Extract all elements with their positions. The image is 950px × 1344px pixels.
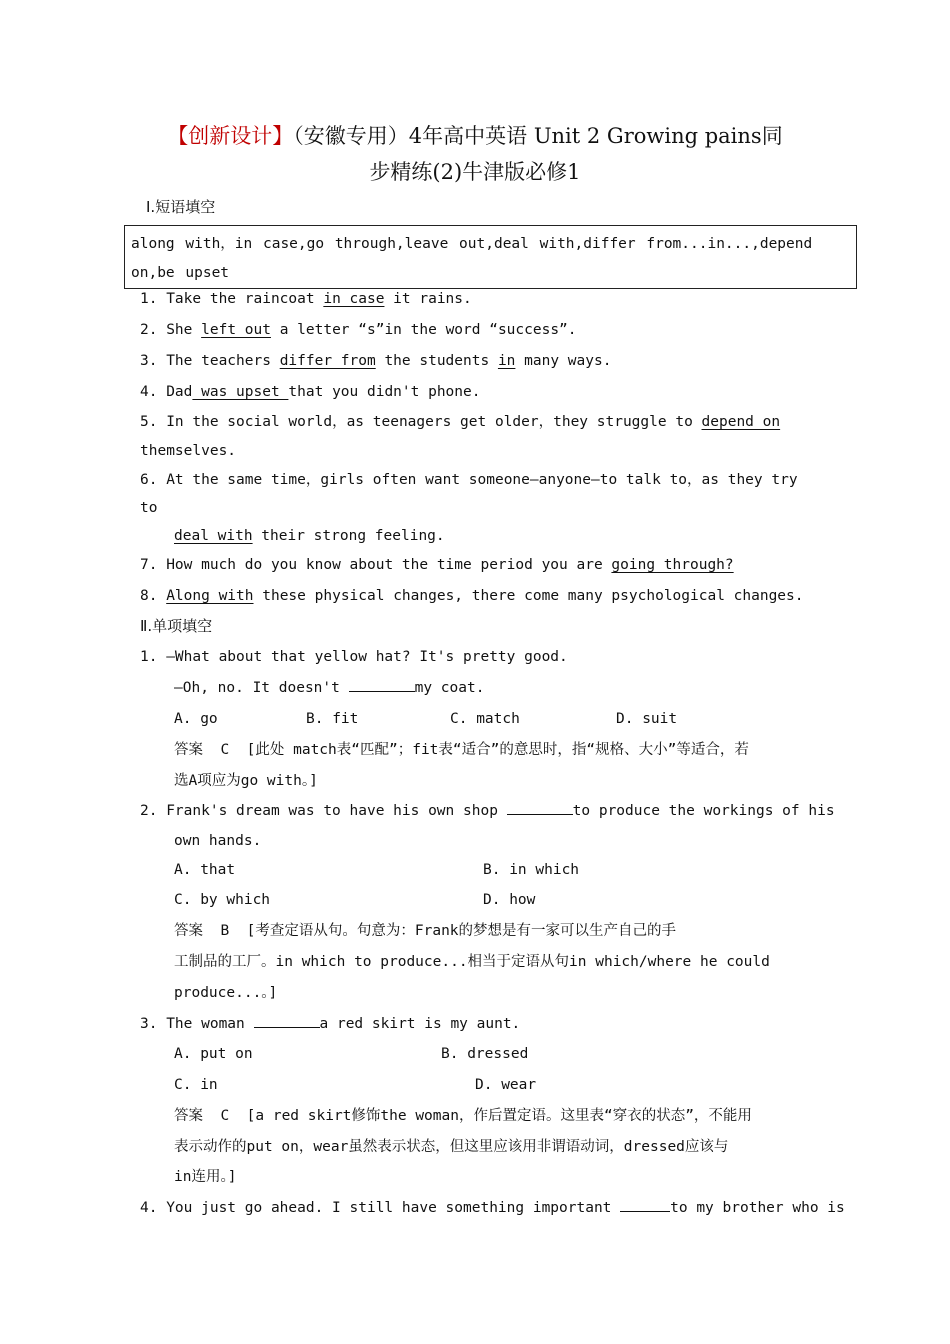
- q2-option-c: C. by which: [174, 892, 271, 908]
- q3-option-b: B. dressed: [441, 1046, 529, 1062]
- q1-option-a: A. go: [174, 711, 218, 727]
- fill-item-1: 1. Take the raincoat in case it rains.: [140, 291, 472, 307]
- question-1: 1. —What about that yellow hat? It's pretty good.: [140, 649, 568, 665]
- title-brand: 【创新设计】: [167, 124, 294, 148]
- question-1-line2: —Oh, no. It doesn't my coat.: [174, 680, 485, 696]
- q2-option-d: D. how: [483, 892, 536, 908]
- q2-answer-cont: 工制品的工厂。in which to produce...相当于定语从句in which/where he could: [174, 954, 770, 970]
- q2-answer: 答案 B [考查定语从句。句意为：Frank的梦想是有一家可以生产自己的手: [174, 923, 677, 939]
- section1-heading: Ⅰ.短语填空: [146, 198, 216, 216]
- q1-option-d: D. suit: [616, 711, 678, 727]
- question-2-cont: own hands.: [174, 833, 262, 849]
- q3-option-a: A. put on: [174, 1046, 253, 1062]
- q1-option-c: C. match: [450, 711, 520, 727]
- q3-answer: 答案 C [a red skirt修饰the woman，作后置定语。这里表“穿衣的状态”，不能用: [174, 1108, 752, 1124]
- q3-answer-cont: 表示动作的put on，wear虽然表示状态，但这里应该用非谓语动词，dressed应该与: [174, 1139, 729, 1155]
- q1-option-b: B. fit: [306, 711, 359, 727]
- answer-blank: [254, 1015, 320, 1028]
- q1-answer: 答案 C [此处 match表“匹配”；fit表“适合”的意思时，指“规格、大小”等适合，若: [174, 742, 749, 758]
- fill-item-6: 6. At the same time，girls often want someone—anyone—to talk to，as they try: [140, 472, 798, 488]
- answer-blank: [349, 679, 415, 692]
- q3-option-c: C. in: [174, 1077, 218, 1093]
- q3-option-d: D. wear: [475, 1077, 537, 1093]
- question-4: 4. You just go ahead. I still have something important to my brother who is: [140, 1200, 845, 1216]
- q1-answer-cont: 选A项应为go with。]: [174, 773, 318, 789]
- answer-blank: [507, 802, 573, 815]
- q3-answer-end: in连用。]: [174, 1169, 237, 1185]
- document-title-line1: 【创新设计】（安徽专用）4年高中英语 Unit 2 Growing pains同: [167, 124, 783, 148]
- fill-item-6-cont: to: [140, 500, 158, 516]
- question-3: 3. The woman a red skirt is my aunt.: [140, 1016, 521, 1032]
- fill-item-5-cont: themselves.: [140, 443, 237, 459]
- question-2: 2. Frank's dream was to have his own shop to produce the workings of his: [140, 803, 835, 819]
- fill-item-2: 2. She left out a letter “s”in the word “success”.: [140, 322, 577, 338]
- fill-item-4: 4. Dad was upset that you didn't phone.: [140, 384, 481, 400]
- fill-item-7: 7. How much do you know about the time period you are going through?: [140, 557, 734, 573]
- document-title-line2: 步精练(2)牛津版必修1: [369, 160, 581, 184]
- fill-item-3: 3. The teachers differ from the students in many ways.: [140, 353, 612, 369]
- fill-item-6-answer-line: deal with their strong feeling.: [174, 528, 445, 544]
- fill-item-5: 5. In the social world，as teenagers get older，they struggle to depend on: [140, 414, 781, 430]
- phrase-box: along with，in case,go through,leave out,deal with,differ from...in...,depend on,be upset: [124, 225, 857, 289]
- section2-heading: Ⅱ.单项填空: [140, 617, 213, 635]
- q2-option-b: B. in which: [483, 862, 580, 878]
- q2-answer-end: produce...。]: [174, 985, 278, 1001]
- answer-blank: [620, 1199, 670, 1212]
- fill-item-8: 8. Along with these physical changes, there come many psychological changes.: [140, 588, 804, 604]
- q2-option-a: A. that: [174, 862, 236, 878]
